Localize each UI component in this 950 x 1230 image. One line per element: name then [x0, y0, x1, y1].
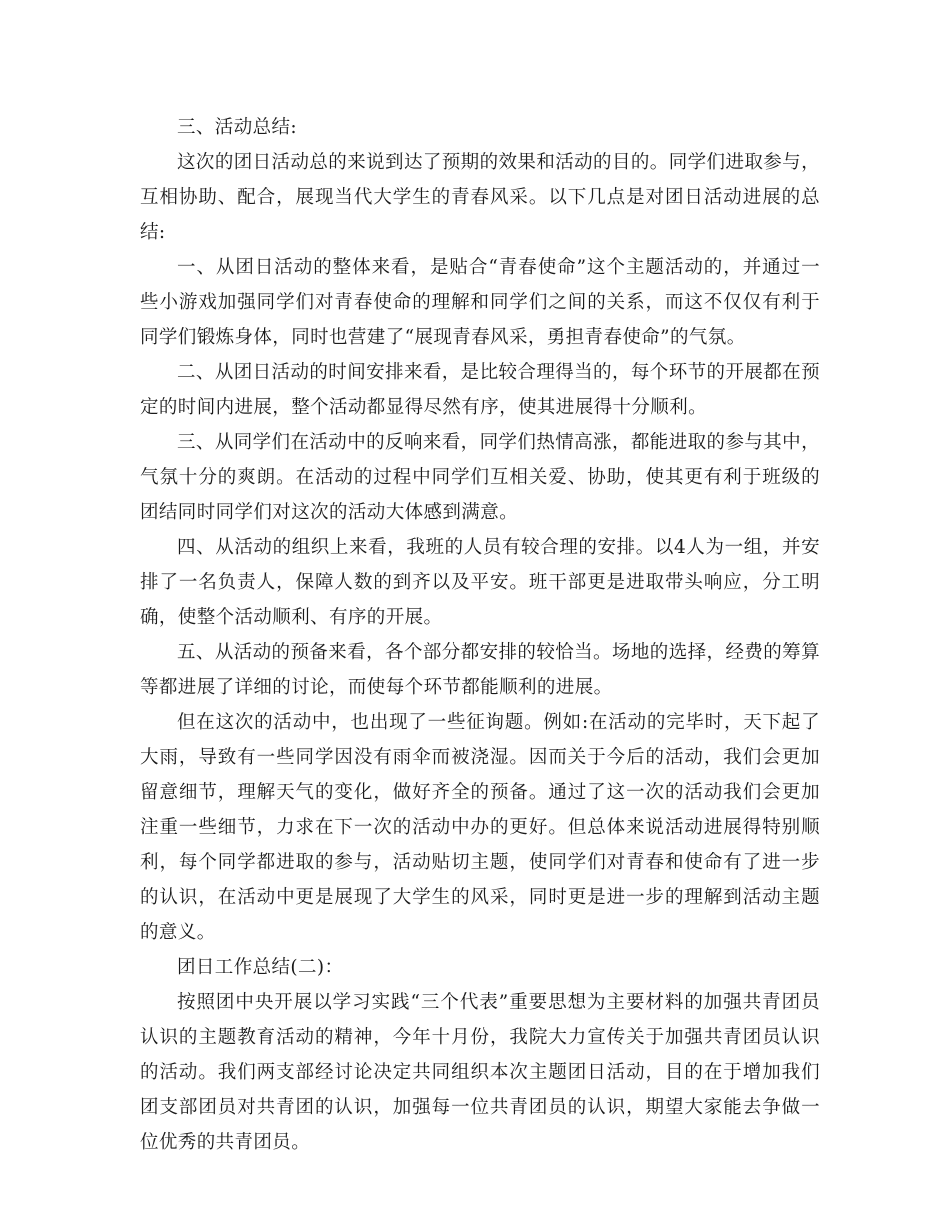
paragraph-problems: 但在这次的活动中，也出现了一些征询题。例如:在活动的完毕时，天下起了大雨，导致有一些同学因没有雨伞而被浇湿。因而关于今后的活动，我们会更加留意细节，理解天气的变化，做好齐全的预备。通过了这一次的活动我们会更加注重一些细节，力求在下一次的活动中办的更好。但总体来说活动进展得特别顺利，每个同学都进取的参与，活动贴切主题，使同学们对青春和使命有了进一步的认识，在活动中更是展现了大学生的风采，同时更是进一步的理解到活动主题的意义。 [140, 712, 820, 943]
paragraph-summary-2-intro: 按照团中央开展以学习实践“三个代表”重要思想为主要材料的加强共青团员认识的主题教育活动的精神，今年十月份，我院大力宣传关于加强共青团员认识的活动。我们两支部经讨论决定共同组织本次主题团日活动，目的在于增加我们团支部团员对共青团的认识，加强每一位共青团员的认识，期望大家能去争做一位优秀的共青团员。 [140, 992, 820, 1153]
document-body [140, 110, 820, 1160]
paragraph-point-5: 五、从活动的预备来看，各个部分都安排的较恰当。场地的选择，经费的筹算等都进展了详细的讨论，而使每个环节都能顺利的进展。 [140, 642, 820, 698]
paragraph-point-2: 二、从团日活动的时间安排来看，是比较合理得当的，每个环节的开展都在预定的时间内进展，整个活动都显得尽然有序，使其进展得十分顺利。 [140, 362, 820, 418]
section-heading-activity-summary: 三、活动总结: [177, 117, 298, 138]
section-heading-summary-2: 团日工作总结(二)： [177, 957, 344, 978]
paragraph-point-4: 四、从活动的组织上来看，我班的人员有较合理的安排。以4人为一组，并安排了一名负责人，保障人数的到齐以及平安。班干部更是进取带头响应，分工明确，使整个活动顺利、有序的开展。 [140, 537, 820, 628]
paragraph-point-3: 三、从同学们在活动中的反响来看，同学们热情高涨，都能进取的参与其中，气氛十分的爽朗。在活动的过程中同学们互相关爱、协助，使其更有利于班级的团结同时同学们对这次的活动大体感到满意。 [140, 432, 820, 523]
paragraph-point-1: 一、从团日活动的整体来看，是贴合“青春使命”这个主题活动的，并通过一些小游戏加强同学们对青春使命的理解和同学们之间的关系，而这不仅仅有利于同学们锻炼身体，同时也营建了“展现青春风采，勇担青春使命”的气氛。 [140, 257, 820, 348]
paragraph-overview: 这次的团日活动总的来说到达了预期的效果和活动的目的。同学们进取参与，互相协助、配合，展现当代大学生的青春风采。以下几点是对团日活动进展的总结: [140, 152, 820, 243]
